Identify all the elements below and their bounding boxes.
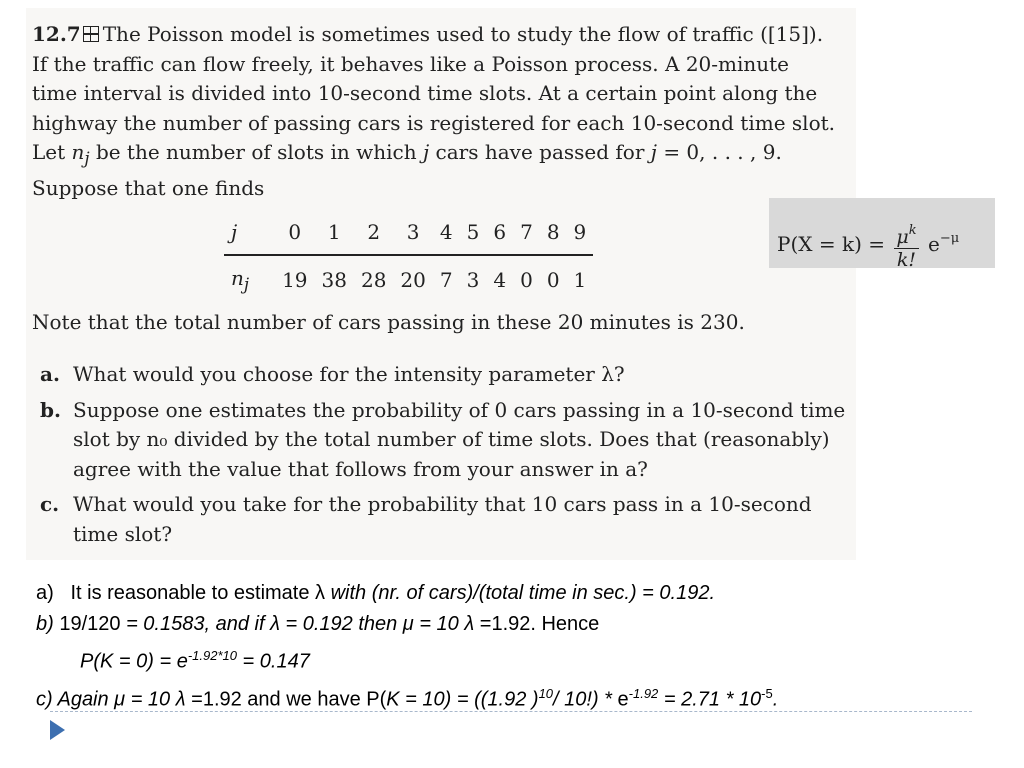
formula-fraction	[894, 220, 918, 271]
nj-cell: 3	[466, 268, 480, 292]
nj-cell: 7	[439, 268, 453, 292]
problem-line-1	[32, 20, 852, 50]
nj-subscript: j	[84, 149, 90, 168]
nj-cell: 0	[546, 268, 560, 292]
j-cell: 0	[275, 214, 314, 255]
j-cell: 8	[540, 214, 567, 255]
nj-cell: 38	[321, 268, 347, 292]
nj-row	[224, 255, 593, 300]
answer-c-result: = 2.71 * 10	[658, 688, 762, 711]
j-cell: 9	[567, 214, 594, 255]
boxplus-icon	[83, 26, 99, 42]
nj-label-sub: j	[243, 275, 250, 294]
answer-b-italic: = 0.1583, and if λ = 0.192 then μ = 10 λ	[120, 613, 480, 635]
formula-denominator: k!	[896, 249, 917, 271]
answer-b-exponent: -1.92*10	[187, 648, 237, 663]
slide-divider	[50, 711, 972, 712]
answer-a-italic: with (nr. of cars)/(total time in sec.) = 0.192.	[330, 582, 716, 604]
j-cell: 5	[460, 214, 487, 255]
poisson-formula	[777, 220, 959, 271]
let-word: Let	[32, 140, 66, 164]
textbook-excerpt-image	[26, 8, 856, 560]
answer-b-label: b)	[36, 613, 60, 635]
answer-c-e: e	[617, 688, 629, 711]
j-symbol: j	[422, 140, 430, 164]
problem-line-4: highway the number of passing cars is registered for each 10-second time slot.	[32, 110, 835, 135]
answer-c	[36, 678, 1016, 716]
answer-b	[36, 609, 1016, 640]
nj-cell: 20	[400, 268, 426, 292]
nj-cell: 28	[360, 268, 387, 292]
problem-statement	[32, 20, 852, 203]
problem-text: The Poisson model is sometimes used to study the flow of traffic ([15]).	[102, 22, 824, 46]
problem-line-2: If the traffic can flow freely, it behaves like a Poisson process. A 20-minute	[32, 51, 790, 76]
poisson-formula-box	[769, 198, 995, 271]
question-label: b.	[40, 397, 61, 422]
nj-symbol: n	[71, 140, 85, 164]
answer-a-plain: It is reasonable to estimate λ	[70, 582, 331, 604]
formula-numerator	[894, 220, 918, 249]
answer-c-end: .	[772, 688, 779, 711]
question-text: Suppose one estimates the probability of 0 cars passing in a 10-second time slot by n₀ divided by the total number of time slots. Does that (reasonably) agree with the value that follows from your answer in a?	[73, 397, 846, 481]
answer-b-result: = 0.147	[237, 650, 310, 673]
question-label: a.	[40, 362, 60, 386]
question-list	[32, 360, 852, 555]
question-a	[32, 360, 852, 390]
answer-a-label: a)	[36, 582, 54, 604]
answer-b-formula: P(K = 0) = e	[80, 650, 188, 673]
answer-c-sup-2: -1.92	[628, 685, 659, 701]
answer-c-div: / 10!) *	[553, 688, 618, 711]
nj-label	[224, 255, 275, 300]
j-row	[224, 214, 593, 255]
answer-c-sup-3: -5	[761, 685, 773, 701]
answer-c-label: c) Again μ = 10 λ	[36, 688, 192, 711]
answer-block	[36, 578, 1016, 715]
answer-b-line-2	[36, 640, 1016, 678]
answer-a	[36, 578, 1016, 609]
k-exponent: k	[908, 223, 917, 238]
problem-line-3: time interval is divided into 10-second time slots. At a certain point along the	[32, 81, 818, 105]
j-cell: 2	[354, 214, 393, 255]
question-label: c.	[40, 492, 60, 516]
question-text: What would you choose for the intensity parameter λ?	[73, 362, 625, 386]
j-symbol-2: j	[650, 140, 657, 164]
j-cell: 4	[433, 214, 460, 255]
nj-cell: 1	[573, 268, 587, 292]
let-mid-text: be the number of slots in which	[95, 140, 417, 164]
nj-cell: 19	[282, 268, 308, 292]
slot-count-table	[224, 214, 593, 300]
note-text: Note that the total number of cars passing in these 20 minutes is 230.	[32, 310, 745, 334]
mu-symbol: μ	[896, 226, 909, 248]
j-label: j	[224, 214, 275, 255]
problem-number: 12.7	[32, 22, 81, 46]
j-cell: 1	[315, 214, 354, 255]
answer-b-tail: =1.92. Hence	[479, 613, 600, 635]
j-range: = 0, . . . , 9.	[663, 140, 782, 164]
j-cell: 3	[393, 214, 432, 255]
problem-line-6: Suppose that one finds	[32, 175, 265, 200]
question-c	[32, 490, 852, 549]
problem-line-5	[32, 138, 852, 174]
answer-b-fraction: 19/120	[59, 613, 121, 635]
nj-cell: 0	[520, 268, 533, 292]
answer-c-sup-1: 10	[538, 685, 554, 701]
formula-lhs: P(X = k) =	[777, 232, 886, 256]
question-text: What would you take for the probability that 10 cars pass in a 10-second time slot?	[73, 492, 812, 546]
answer-c-italic: K = 10) = ((1.92 )	[386, 688, 539, 711]
question-b	[32, 396, 852, 485]
exp-base: e	[927, 232, 940, 256]
next-slide-arrow-icon[interactable]	[50, 720, 65, 740]
j-cell: 7	[513, 214, 540, 255]
exp-exponent: −μ	[939, 231, 960, 246]
let-tail-text: cars have passed for	[435, 140, 645, 164]
nj-cell: 4	[493, 268, 507, 292]
j-cell: 6	[486, 214, 513, 255]
nj-label-base: n	[231, 266, 244, 290]
answer-c-plain: =1.92 and we have P(	[191, 688, 387, 711]
